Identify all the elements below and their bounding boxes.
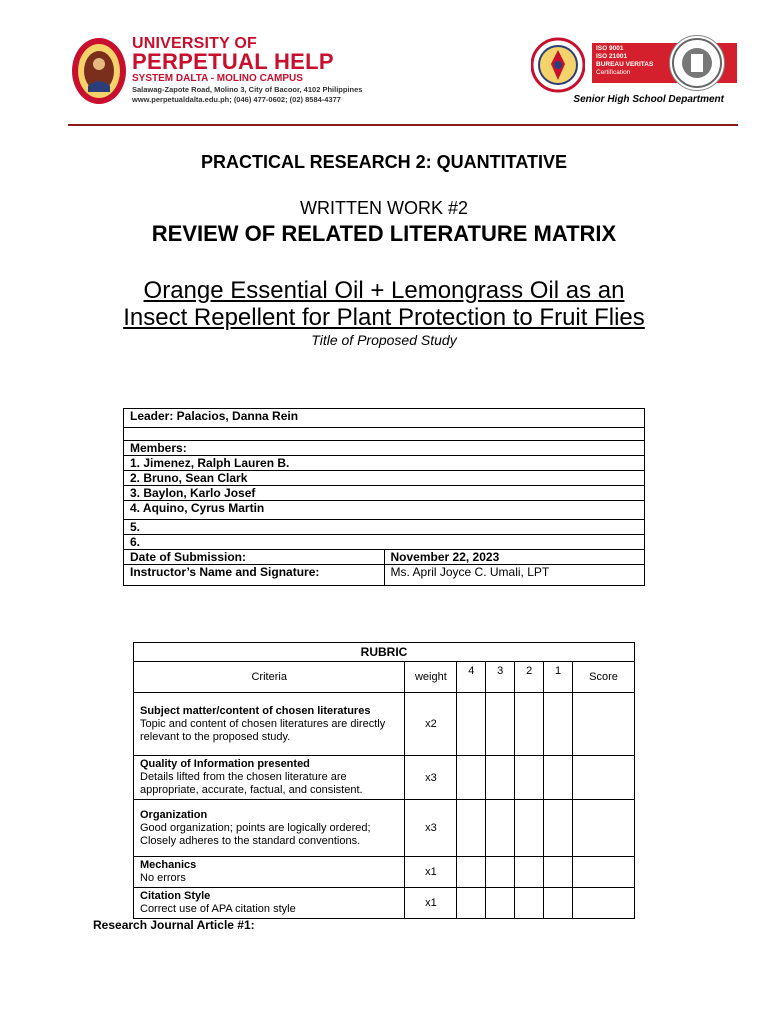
criteria-name: Citation Style (140, 890, 211, 902)
bureau-veritas-logo-icon (669, 35, 725, 91)
criteria-cell (134, 888, 405, 919)
criteria-description: No errors (140, 872, 186, 884)
member-cell: 6. (124, 535, 645, 550)
score-2-cell[interactable] (515, 857, 544, 888)
rubric-row (134, 888, 635, 919)
instructor-row (124, 565, 645, 586)
weight-cell: x1 (405, 857, 457, 888)
empty-cell (124, 428, 645, 441)
rubric-row (134, 693, 635, 756)
criteria-name: Mechanics (140, 859, 197, 871)
instructor-value: Ms. April Joyce C. Umali, LPT (384, 565, 644, 586)
score-1-cell[interactable] (544, 857, 573, 888)
criteria-cell (134, 800, 405, 857)
university-name-line2: PERPETUAL HELP (132, 49, 334, 74)
score-2-cell[interactable] (515, 888, 544, 919)
score-4-cell[interactable] (457, 888, 486, 919)
course-title: PRACTICAL RESEARCH 2: QUANTITATIVE (200, 152, 567, 172)
score-cell[interactable] (573, 800, 635, 857)
score-1-cell[interactable] (544, 693, 573, 756)
score-3-header: 3 (486, 662, 515, 693)
members-label: Members: (124, 441, 645, 456)
member-cell: 3. Baylon, Karlo Josef (124, 486, 645, 501)
score-1-cell[interactable] (544, 800, 573, 857)
member-row (124, 520, 645, 535)
certification-badge (592, 43, 737, 83)
score-header: Score (573, 662, 635, 693)
weight-cell: x3 (405, 800, 457, 857)
score-4-cell[interactable] (457, 800, 486, 857)
criteria-description: Topic and content of chosen literatures are directly relevant to the proposed study. (140, 717, 386, 743)
cert-label: Certification (596, 69, 631, 76)
date-row (124, 550, 645, 565)
member-row (124, 456, 645, 471)
member-row (124, 471, 645, 486)
score-1-cell[interactable] (544, 756, 573, 800)
university-seal-icon (70, 36, 128, 106)
score-cell[interactable] (573, 693, 635, 756)
article-label: Research Journal Article #1: (93, 918, 255, 932)
criteria-cell (134, 857, 405, 888)
group-info-table (123, 408, 645, 586)
certification-text (596, 45, 653, 77)
members-label-row (124, 441, 645, 456)
campus-name: SYSTEM DALTA - MOLINO CAMPUS (132, 73, 303, 84)
department-label: Senior High School Department (573, 94, 724, 105)
study-title-line1: Orange Essential Oil + Lemongrass Oil as an (143, 277, 625, 304)
member-cell: 1. Jimenez, Ralph Lauren B. (124, 456, 645, 471)
criteria-cell (134, 693, 405, 756)
criteria-name: Quality of Information presented (140, 758, 310, 770)
weight-cell: x2 (405, 693, 457, 756)
rubric-row (134, 800, 635, 857)
university-contact: www.perpetualdalta.edu.ph; (046) 477-0602; (02) 8584-4377 (132, 95, 341, 104)
member-cell: 4. Aquino, Cyrus Martin (124, 501, 645, 520)
criteria-description: Correct use of APA citation style (140, 903, 296, 915)
score-2-cell[interactable] (515, 800, 544, 857)
score-2-cell[interactable] (515, 756, 544, 800)
score-3-cell[interactable] (486, 756, 515, 800)
score-3-cell[interactable] (486, 693, 515, 756)
spacer-row (124, 428, 645, 441)
score-1-header: 1 (544, 662, 573, 693)
cert-iso9001: ISO 9001 (596, 45, 624, 52)
document-header (0, 0, 768, 130)
member-row (124, 535, 645, 550)
study-title-caption: Title of Proposed Study (311, 332, 457, 348)
score-1-cell[interactable] (544, 888, 573, 919)
criteria-description: Good organization; points are logically ordered; Closely adheres to the standard conventions. (140, 821, 371, 847)
score-cell[interactable] (573, 888, 635, 919)
matrix-title: REVIEW OF RELATED LITERATURE MATRIX (151, 221, 617, 246)
rubric-row (134, 857, 635, 888)
score-3-cell[interactable] (486, 857, 515, 888)
leader-cell: Leader: Palacios, Danna Rein (124, 409, 645, 428)
member-cell: 5. (124, 520, 645, 535)
score-4-cell[interactable] (457, 756, 486, 800)
criteria-cell (134, 756, 405, 800)
weight-cell: x3 (405, 756, 457, 800)
cert-iso21001: ISO 21001 (596, 53, 628, 60)
criteria-name: Subject matter/content of chosen literatures (140, 704, 371, 717)
score-4-cell[interactable] (457, 693, 486, 756)
rubric-title: RUBRIC (134, 643, 635, 662)
university-address: Salawag-Zapote Road, Molino 3, City of Bacoor, 4102 Philippines (132, 85, 363, 94)
score-4-header: 4 (457, 662, 486, 693)
header-divider (68, 124, 738, 126)
criteria-name: Organization (140, 808, 208, 821)
study-title (0, 277, 768, 331)
member-row (124, 501, 645, 520)
written-work-label: WRITTEN WORK #2 (299, 198, 468, 218)
rubric-row (134, 756, 635, 800)
leader-row (124, 409, 645, 428)
rubric-header-row (134, 662, 635, 693)
score-2-cell[interactable] (515, 693, 544, 756)
date-value: November 22, 2023 (384, 550, 644, 565)
study-title-line2: Insect Repellent for Plant Protection to Fruit Flies (123, 304, 645, 331)
score-3-cell[interactable] (486, 888, 515, 919)
member-cell: 2. Bruno, Sean Clark (124, 471, 645, 486)
member-row (124, 486, 645, 501)
shs-seal-icon (531, 36, 585, 94)
instructor-label: Instructor’s Name and Signature: (124, 565, 385, 586)
score-3-cell[interactable] (486, 800, 515, 857)
weight-cell: x1 (405, 888, 457, 919)
cert-bureau-veritas: BUREAU VERITAS (596, 61, 654, 68)
rubric-table (133, 642, 635, 919)
rubric-title-row (134, 643, 635, 662)
score-cell[interactable] (573, 857, 635, 888)
criteria-description: Details lifted from the chosen literature are appropriate, accurate, factual, and consistent. (140, 771, 363, 796)
score-4-cell[interactable] (457, 857, 486, 888)
criteria-header: Criteria (134, 662, 405, 693)
university-name-line1: UNIVERSITY OF (132, 35, 257, 52)
date-label: Date of Submission: (124, 550, 385, 565)
score-2-header: 2 (515, 662, 544, 693)
university-name-block (132, 36, 402, 105)
weight-header: weight (405, 662, 457, 693)
score-cell[interactable] (573, 756, 635, 800)
